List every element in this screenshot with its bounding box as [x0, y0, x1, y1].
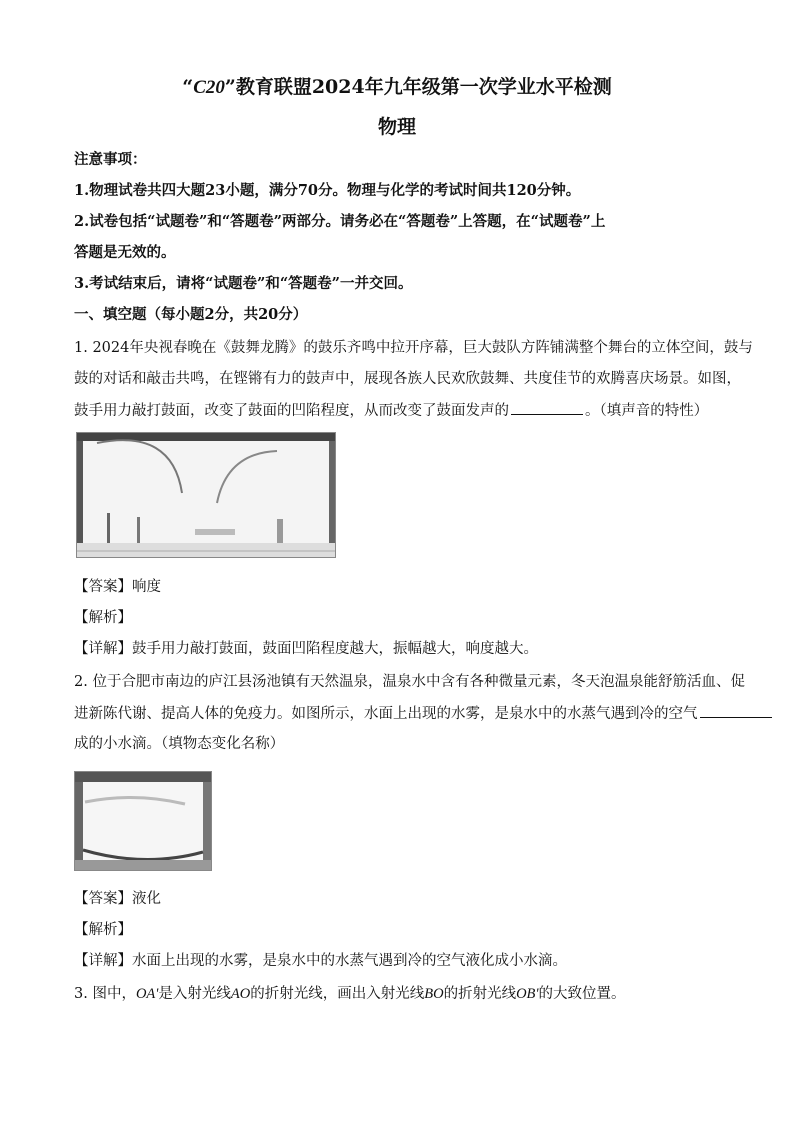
q1-detail: 【详解】鼓手用力敲打鼓面，鼓面凹陷程度越大，振幅越大，响度越大。: [74, 641, 538, 657]
q2-detail: 【详解】水面上出现的水雾，是泉水中的水蒸气遇到冷的空气液化成小水滴。: [74, 953, 567, 969]
hot-spring-image: [75, 772, 211, 870]
q2-line-2: 进新陈代谢、提高人体的免疫力。如图所示，水面上出现的水雾，是泉水中的水蒸气遇到冷的空气: [74, 703, 724, 724]
notice-item-1: 1.物理试卷共四大题23小题，满分70分。物理与化学的考试时间共120分钟。: [74, 182, 581, 199]
q1-line-2: 鼓的对话和敲击共鸣，在铿锵有力的鼓声中，展现各族人民欢欣鼓舞、共度佳节的欢腾喜庆场景。如图，: [74, 371, 741, 387]
notice-heading: 注意事项：: [74, 151, 147, 168]
q2-analysis: 【解析】: [74, 922, 132, 938]
exam-title: “C20”教育联盟2024年九年级第一次学业水平检测: [182, 76, 612, 98]
q2-line-3: 成的小水滴。（填物态变化名称）: [74, 736, 285, 752]
subject-title: 物理: [377, 116, 416, 138]
q2-answer-blank: [700, 703, 772, 718]
notice-item-2: 2.试卷包括“试题卷”和“答题卷”两部分。请务必在“答题卷”上答题，在“试题卷”上: [74, 213, 606, 230]
q1-answer: 【答案】响度: [74, 579, 161, 595]
hot-spring-photo: [74, 771, 212, 871]
q1-line-3: 鼓手用力敲打鼓面，改变了鼓面的凹陷程度，从而改变了鼓面发声的 。（填声音的特性）: [74, 400, 724, 421]
drum-photo: [76, 432, 336, 558]
q1-analysis: 【解析】: [74, 610, 132, 626]
drum-image: [77, 433, 335, 557]
q1-answer-blank: [511, 400, 583, 415]
notice-item-3: 3.考试结束后，请将“试题卷”和“答题卷”一并交回。: [74, 275, 413, 292]
section-heading: 一、填空题（每小题2分，共20分）: [74, 306, 308, 323]
q2-answer: 【答案】液化: [74, 891, 161, 907]
q3-line-1: 3. 图中，OA'是入射光线AO的折射光线，画出入射光线BO的折射光线OB'的大致位置。: [74, 986, 626, 1002]
notice-item-2-cont: 答题是无效的。: [74, 244, 176, 261]
q2-line-1: 2. 位于合肥市南边的庐江县汤池镇有天然温泉，温泉水中含有各种微量元素，冬天泡温泉能舒筋活血、促: [74, 674, 745, 690]
q1-line-1: 1. 2024年央视春晚在《鼓舞龙腾》的鼓乐齐鸣中拉开序幕，巨大鼓队方阵铺满整个舞台的立体空间，鼓与: [74, 340, 753, 356]
